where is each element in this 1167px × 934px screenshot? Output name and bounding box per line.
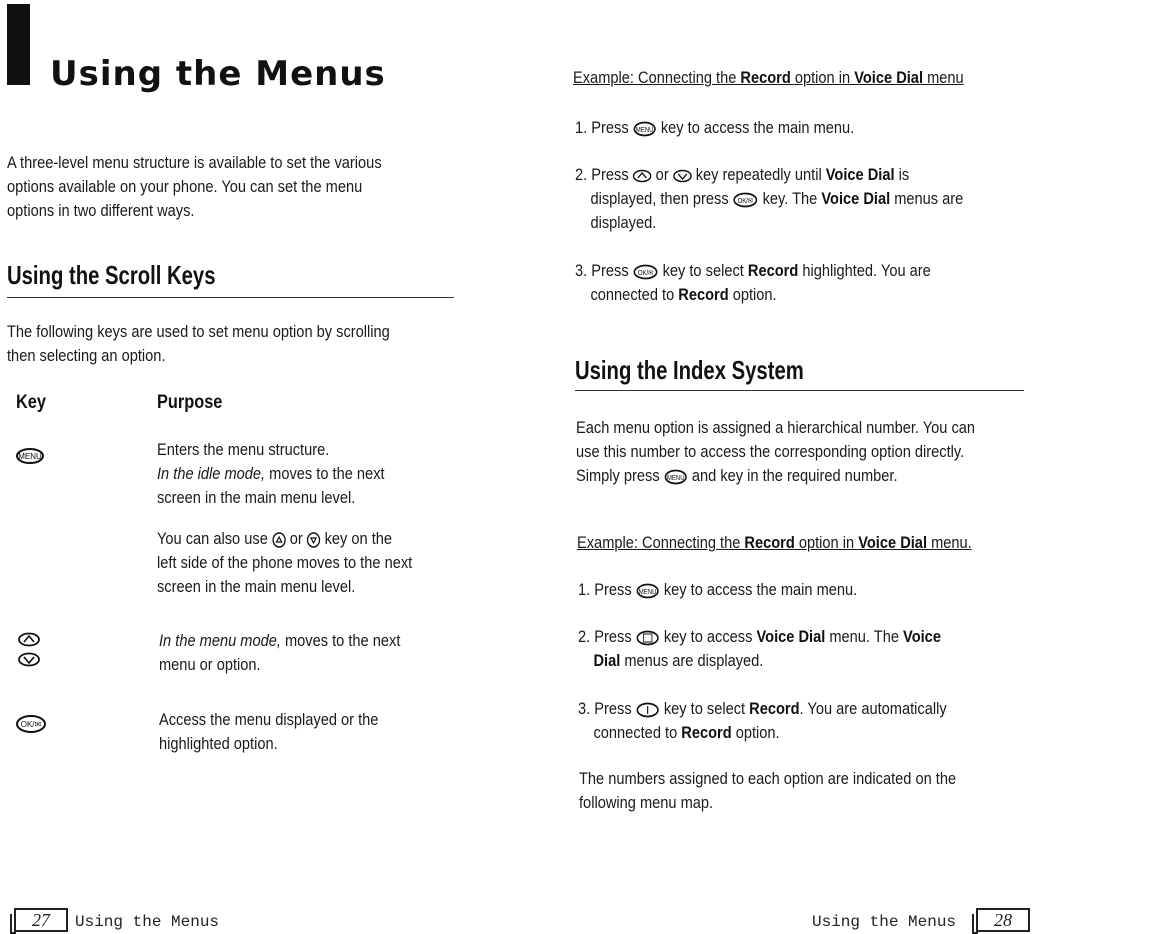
example-heading-2: Example: Connecting the Record option in Voice Dial menu.	[577, 533, 972, 552]
footer-label-right: Using the Menus	[812, 913, 957, 931]
up-key-icon	[633, 169, 652, 183]
ok-key-icon	[15, 714, 47, 739]
page-number-right: 28	[976, 908, 1030, 932]
row-scroll-keys-purpose: In the menu mode, moves to the next menu or option.	[159, 631, 401, 674]
up-key-icon	[18, 632, 40, 652]
svg-text:OK/✉: OK/✉	[20, 720, 42, 729]
row-menu-key-side-note: You can also use or key on the left side of the phone moves to the next screen in the main menu level.	[157, 529, 413, 596]
side-up-key-icon	[272, 532, 286, 548]
heading-index-system: Using the Index System	[575, 355, 804, 385]
example1-step-3: 3. Press OK/✉ key to select Record highlighted. You are connected to Record option.	[575, 261, 931, 304]
example-heading-1: Example: Connecting the Record option in Voice Dial menu	[573, 68, 964, 87]
svg-text:MENU: MENU	[18, 452, 42, 461]
example1-step-2: 2. Press or key repeatedly until Voice Dial is displayed, then press OK/✉ key. The Voice Dial menus are displayed.	[575, 165, 964, 232]
down-key-icon	[673, 169, 692, 183]
ok-key-icon	[633, 264, 659, 280]
side-down-key-icon	[307, 532, 321, 548]
one-key-icon	[636, 702, 660, 718]
column-header-purpose: Purpose	[157, 392, 223, 413]
svg-text:OK/✉: OK/✉	[637, 269, 654, 277]
example2-step-3: 3. Press key to select Record. You are automatically connected to Record option.	[578, 699, 947, 742]
heading-scroll-keys: Using the Scroll Keys	[7, 260, 216, 290]
page-title: Using the Menus	[50, 54, 386, 94]
index-system-description: Each menu option is assigned a hierarchical number. You can use this number to access the corresponding option directly. Simply press MENU and key in the required number.	[576, 418, 976, 485]
menu-key-icon	[636, 583, 660, 599]
example2-step-2: 2. Press key to access Voice Dial menu. The Voice Dial menus are displayed.	[578, 627, 941, 670]
down-key-icon	[18, 652, 40, 672]
column-header-key: Key	[16, 392, 46, 413]
row-ok-key-purpose: Access the menu displayed or the highlighted option.	[159, 710, 379, 753]
chapter-marker-bar	[7, 4, 30, 85]
example2-step-1: 1. Press MENU key to access the main menu.	[578, 580, 858, 599]
footer-label-left: Using the Menus	[75, 913, 220, 931]
scroll-keys-description: The following keys are used to set menu option by scrolling then selecting an option.	[7, 322, 390, 365]
closing-paragraph: The numbers assigned to each option are indicated on the following menu map.	[579, 769, 957, 812]
page-number-left: 27	[14, 908, 68, 932]
menu-key-icon	[664, 469, 688, 485]
svg-text:MENU: MENU	[635, 126, 654, 134]
ok-key-icon	[733, 192, 759, 208]
divider	[575, 390, 1024, 391]
intro-paragraph: A three-level menu structure is available to set the various options available on your phone. You can set the menu options in two different ways.	[7, 153, 382, 220]
example1-step-1: 1. Press MENU key to access the main menu.	[575, 118, 855, 137]
row-menu-key-purpose: Enters the menu structure. In the idle mode, moves to the next screen in the main menu level.	[157, 440, 385, 507]
menu-key-icon	[633, 121, 657, 137]
svg-text:MENU: MENU	[638, 588, 657, 596]
divider	[7, 297, 454, 298]
number-key-icon	[636, 630, 660, 646]
svg-text:OK/✉: OK/✉	[737, 197, 754, 205]
menu-key-icon	[15, 447, 45, 470]
svg-text:MENU: MENU	[666, 474, 685, 482]
